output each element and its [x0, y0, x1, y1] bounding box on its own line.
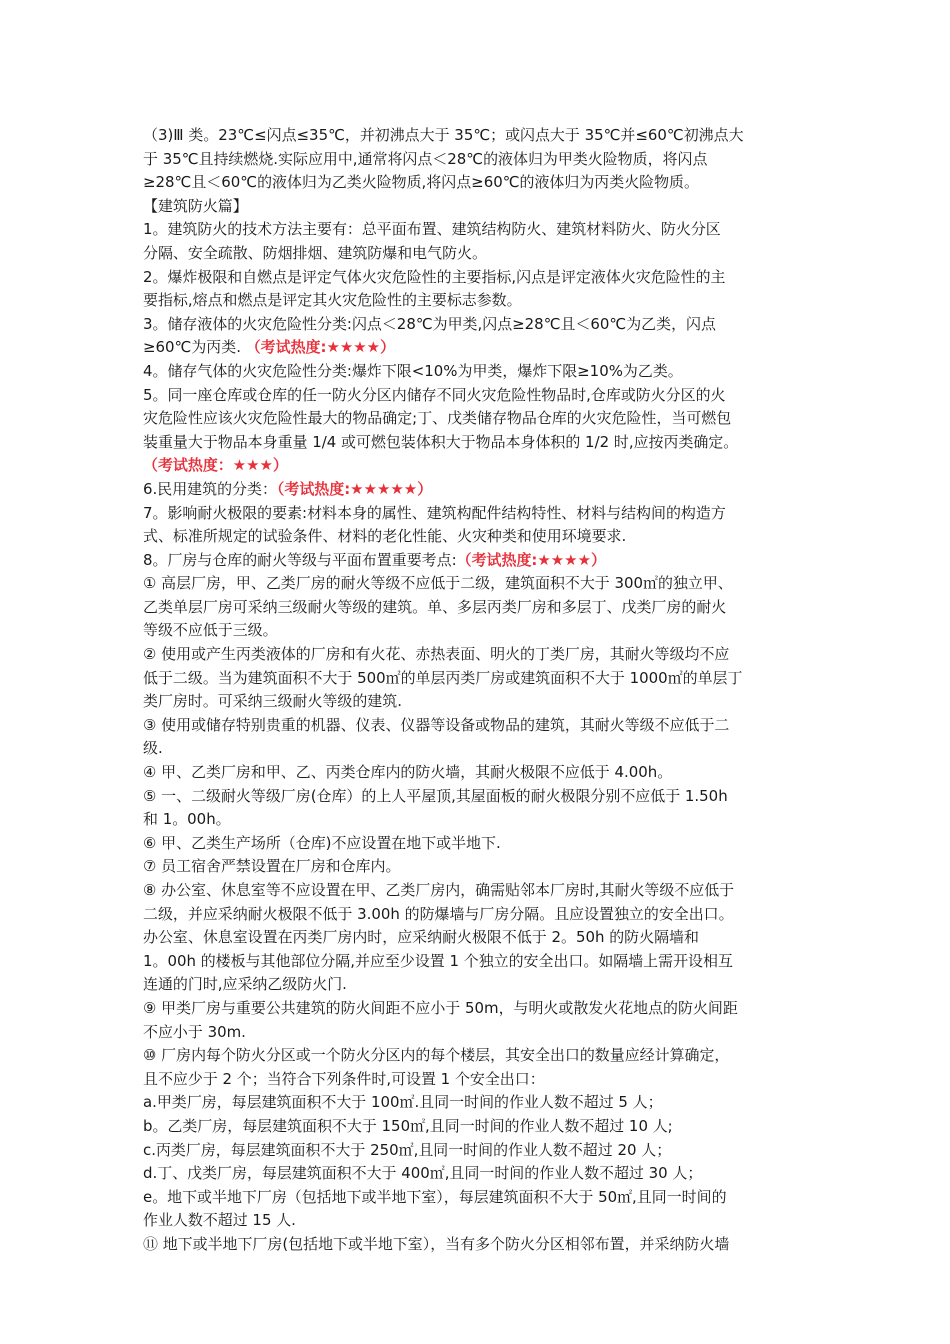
- line-text: d.丁、戊类厂房，每层建筑面积不大于 400㎡,且同一时间的作业人数不超过 30 人；: [143, 1164, 703, 1183]
- document-page: [143, 124, 813, 1257]
- text-line: [143, 454, 813, 478]
- text-line: [143, 832, 813, 856]
- text-line: [143, 619, 813, 643]
- line-text: 等级不应低于三级。: [143, 621, 278, 640]
- text-line: [143, 266, 813, 290]
- line-text: ≥60℃为丙类.: [143, 338, 246, 357]
- line-text: b。乙类厂房，每层建筑面积不大于 150㎡,且同一时间的作业人数不超过 10 人;: [143, 1116, 673, 1135]
- line-text: 3。储存液体的火灾危险性分类:闪点＜28℃为甲类,闪点≥28℃且＜60℃为乙类，闪点: [143, 314, 716, 333]
- line-text: 乙类单层厂房可采纳三级耐火等级的建筑。单、多层丙类厂房和多层丁、戊类厂房的耐火: [143, 597, 727, 616]
- line-text: ≥28℃且＜60℃的液体归为乙类火险物质,将闪点≥60℃的液体归为丙类火险物质。: [143, 173, 699, 192]
- text-line: [143, 242, 813, 266]
- text-line: [143, 478, 813, 502]
- line-text: 式、标准所规定的试验条件、材料的老化性能、火灾种类和使用环境要求.: [143, 527, 627, 546]
- text-line: [143, 431, 813, 455]
- text-line: [143, 572, 813, 596]
- text-line: [143, 195, 813, 219]
- line-text: 作业人数不超过 15 人.: [143, 1211, 296, 1230]
- text-line: [143, 1162, 813, 1186]
- line-text: ② 使用或产生丙类液体的厂房和有火花、赤热表面、明火的丁类厂房，其耐火等级均不应: [143, 645, 730, 664]
- line-text: 1。建筑防火的技术方法主要有：总平面布置、建筑结构防火、建筑材料防火、防火分区: [143, 220, 721, 239]
- text-line: [143, 761, 813, 785]
- text-line: [143, 690, 813, 714]
- line-text: ⑨ 甲类厂房与重要公共建筑的防火间距不应小于 50m，与明火或散发火花地点的防火间距: [143, 998, 738, 1017]
- text-line: [143, 855, 813, 879]
- text-line: [143, 903, 813, 927]
- text-line: [143, 218, 813, 242]
- line-text: 分隔、安全疏散、防烟排烟、建筑防爆和电气防火。: [143, 243, 487, 262]
- line-text: 于 35℃且持续燃烧.实际应用中,通常将闪点＜28℃的液体归为甲类火险物质，将闪点: [143, 149, 708, 168]
- line-text: a.甲类厂房，每层建筑面积不大于 100㎡.且同一时间的作业人数不超过 5 人；: [143, 1093, 663, 1112]
- line-text: （3)Ⅲ 类。23℃≤闪点≤35℃，并初沸点大于 35℃；或闪点大于 35℃并≤60℃初沸点大: [143, 126, 744, 144]
- line-text: ⑧ 办公室、休息室等不应设置在甲、乙类厂房内，确需贴邻本厂房时,其耐火等级不应低于: [143, 881, 735, 899]
- exam-heat-badge: （考试热度:★★★★★）: [276, 479, 433, 498]
- line-text: 连通的门时,应采纳乙级防火门.: [143, 975, 347, 994]
- line-text: ⑤ 一、二级耐火等级厂房(仓库）的上人平屋顶,其屋面板的耐火极限分别不应低于 1.50h: [143, 786, 728, 805]
- text-line: [143, 313, 813, 337]
- text-line: [143, 384, 813, 408]
- text-line: [143, 407, 813, 431]
- text-line: [143, 1068, 813, 1092]
- text-line: [143, 926, 813, 950]
- text-line: [143, 1233, 813, 1257]
- text-line: [143, 785, 813, 809]
- line-text: ④ 甲、乙类厂房和甲、乙、丙类仓库内的防火墙，其耐火极限不应低于 4.00h。: [143, 763, 673, 782]
- line-text: ① 高层厂房，甲、乙类厂房的耐火等级不应低于二级，建筑面积不大于 300㎡的独立甲、: [143, 574, 733, 593]
- line-text: ③ 使用或储存特别贵重的机器、仪表、仪器等设备或物品的建筑，其耐火等级不应低于二: [143, 715, 730, 734]
- text-line: [143, 643, 813, 667]
- text-line: [143, 525, 813, 549]
- line-text: ⑦ 员工宿舍严禁设置在厂房和仓库内。: [143, 857, 401, 876]
- text-line: [143, 1186, 813, 1210]
- text-line: [143, 714, 813, 738]
- text-line: [143, 737, 813, 761]
- line-text: 低于二级。当为建筑面积不大于 500㎡的单层丙类厂房或建筑面积不大于 1000㎡的单层丁: [143, 668, 743, 687]
- text-line: [143, 997, 813, 1021]
- text-line: [143, 1091, 813, 1115]
- text-line: [143, 808, 813, 832]
- line-text: ⑥ 甲、乙类生产场所（仓库)不应设置在地下或半地下.: [143, 833, 501, 852]
- text-line: [143, 1044, 813, 1068]
- line-text: 和 1。00h。: [143, 810, 231, 829]
- line-text: 8。厂房与仓库的耐火等级与平面布置重要考点:: [143, 550, 457, 569]
- text-line: [143, 502, 813, 526]
- line-text: 4。储存气体的火灾危险性分类:爆炸下限<10%为甲类，爆炸下限≥10%为乙类。: [143, 361, 683, 380]
- line-text: 7。影响耐火极限的要素:材料本身的属性、建筑构配件结构特性、材料与结构间的构造方: [143, 503, 726, 522]
- text-line: [143, 289, 813, 313]
- text-line: [143, 360, 813, 384]
- line-text: 装重量大于物品本身重量 1/4 或可燃包装体积大于物品本身体积的 1/2 时,应按丙类确定。: [143, 432, 739, 451]
- text-line: [143, 1115, 813, 1139]
- line-text: 5。同一座仓库或仓库的任一防火分区内储存不同火灾危险性物品时,仓库或防火分区的火: [143, 385, 726, 404]
- line-text: 级.: [143, 739, 163, 758]
- line-text: 类厂房时。可采纳三级耐火等级的建筑.: [143, 692, 402, 711]
- exam-heat-badge: （考试热度:★★★★）: [245, 338, 396, 357]
- line-text: 1。00h 的楼板与其他部位分隔,并应至少设置 1 个独立的安全出口。如隔墙上需开设相互: [143, 951, 733, 970]
- line-text: 且不应少于 2 个；当符合下列条件时,可设置 1 个安全出口：: [143, 1069, 545, 1088]
- line-text: 灾危险性应该火灾危险性最大的物品确定;丁、戊类储存物品仓库的火灾危险性，当可燃包: [143, 409, 732, 428]
- line-text: e。地下或半地下厂房（包括地下或半地下室），每层建筑面积不大于 50㎡,且同一时间的: [143, 1187, 727, 1206]
- line-text: 6.民用建筑的分类：: [143, 479, 277, 498]
- line-text: 2。爆炸极限和自燃点是评定气体火灾危险性的主要指标,闪点是评定液体火灾危险性的主: [143, 267, 726, 286]
- text-line: [143, 1139, 813, 1163]
- line-text: 【建筑防火篇】: [143, 196, 248, 215]
- text-line: [143, 549, 813, 573]
- text-line: [143, 124, 813, 148]
- line-text: 不应小于 30m.: [143, 1022, 246, 1041]
- exam-heat-badge: （考试热度：★★★）: [143, 456, 288, 475]
- line-text: c.丙类厂房，每层建筑面积不大于 250㎡,且同一时间的作业人数不超过 20 人；: [143, 1140, 672, 1159]
- text-line: [143, 171, 813, 195]
- text-line: [143, 973, 813, 997]
- text-line: [143, 148, 813, 172]
- text-line: [143, 667, 813, 691]
- text-line: [143, 596, 813, 620]
- line-text: 办公室、休息室设置在丙类厂房内时，应采纳耐火极限不低于 2。50h 的防火隔墙和: [143, 928, 699, 947]
- text-line: [143, 950, 813, 974]
- line-text: ⑩ 厂房内每个防火分区或一个防火分区内的每个楼层，其安全出口的数量应经计算确定，: [143, 1046, 730, 1065]
- text-line: [143, 879, 813, 903]
- exam-heat-badge: （考试热度:★★★★）: [456, 550, 606, 569]
- line-text: ⑪ 地下或半地下厂房(包括地下或半地下室），当有多个防火分区相邻布置，并采纳防火墙: [143, 1234, 730, 1253]
- line-text: 要指标,熔点和燃点是评定其火灾危险性的主要标志参数。: [143, 291, 522, 310]
- text-line: [143, 1209, 813, 1233]
- line-text: 二级，并应采纳耐火极限不低于 3.00h 的防爆墙与厂房分隔。且应设置独立的安全出口。: [143, 904, 734, 923]
- text-line: [143, 336, 813, 360]
- text-line: [143, 1021, 813, 1045]
